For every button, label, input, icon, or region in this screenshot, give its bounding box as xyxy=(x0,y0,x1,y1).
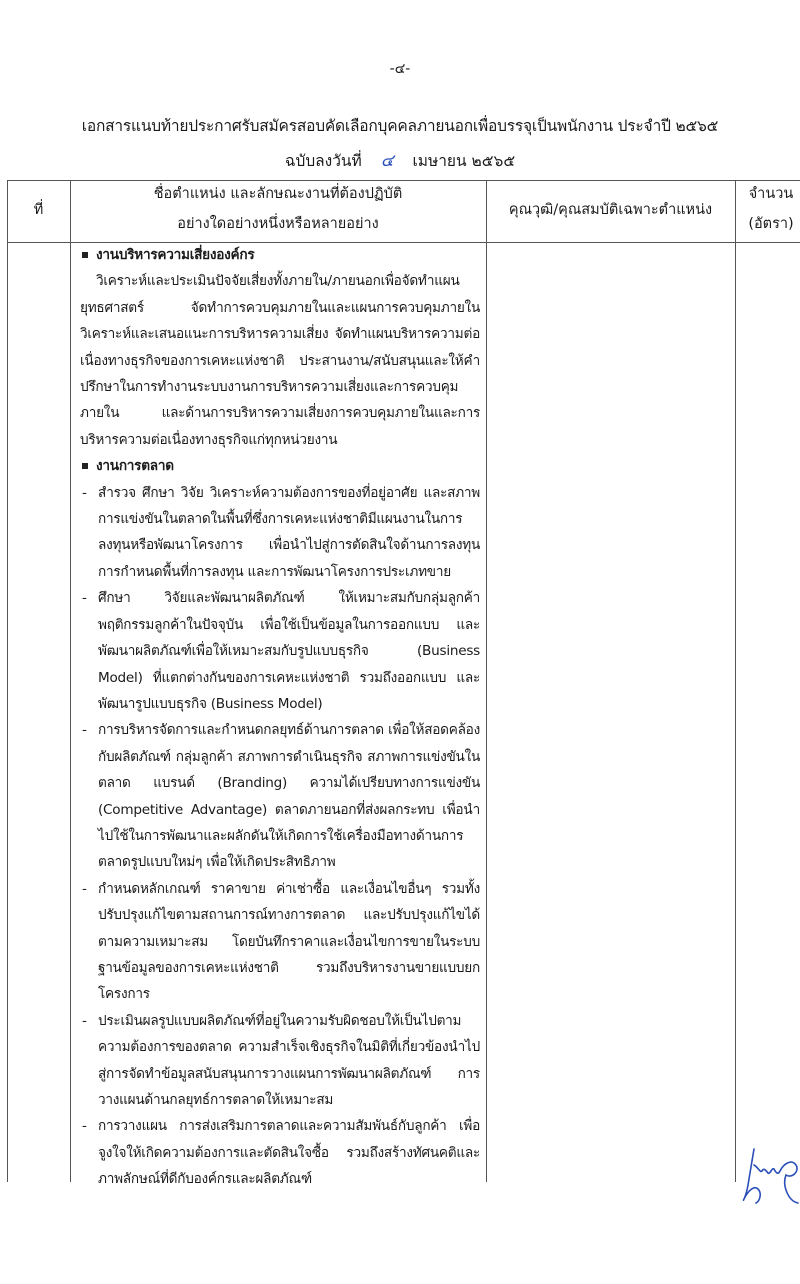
dash-icon: - xyxy=(82,484,87,501)
section-risk-management xyxy=(80,242,480,453)
list-item xyxy=(80,1113,480,1192)
document-subtitle xyxy=(0,147,800,174)
header-position-line2: อย่างใดอย่างหนึ่งหรือหลายอย่าง xyxy=(177,216,379,232)
dash-icon: - xyxy=(82,1012,87,1029)
square-bullet-icon xyxy=(82,463,88,469)
subtitle-prefix: ฉบับลงวันที่ xyxy=(284,152,362,170)
section-marketing xyxy=(80,453,480,1192)
column-divider-2 xyxy=(486,180,487,1182)
position-duties xyxy=(80,242,480,1193)
list-item-text: ประเมินผลรูปแบบผลิตภัณฑ์ที่อยู่ในความรับผิดชอบให้เป็นไปตามความต้องการของตลาด ความสำเร็จเชิงธุรกิจในมิติที่เกี่ยวข้องนำไปสู่การจัดทำข้อมูลสนับสนุนการวางแผนการพัฒนาผลิตภัณฑ์ การวางแผนด้านกลยุทธ์การตลาดให้เหมาะสม xyxy=(98,1012,480,1108)
list-item xyxy=(80,717,480,875)
subtitle-month-year: เมษายน ๒๕๖๕ xyxy=(412,152,516,170)
section-heading xyxy=(80,242,480,268)
list-item-text: ศึกษา วิจัยและพัฒนาผลิตภัณฑ์ ให้เหมาะสมกับกลุ่มลูกค้า พฤติกรรมลูกค้าในปัจจุบัน เพื่อใช้เป็นข้อมูลในการออกแบบ และพัฒนาผลิตภัณฑ์เพื่อให้เหมาะสมกับรูปแบบธุรกิจ (Business Model) ที่แตกต่างกันของการเคหะแห่งชาติ รวมถึงออกแบบ และพัฒนารูปแบบธุรกิจ (Business Model) xyxy=(98,590,480,712)
dash-icon: - xyxy=(82,1118,87,1135)
list-item-text: การวางแผน การส่งเสริมการตลาดและความสัมพันธ์กับลูกค้า เพื่อจูงใจให้เกิดความต้องการและตัดสินใจซื้อ รวมถึงสร้างทัศนคติและภาพลักษณ์ที่ดีกับองค์กรและผลิตภัณฑ์ xyxy=(98,1118,480,1188)
header-count-line2: (อัตรา) xyxy=(748,216,794,232)
header-qualification: คุณวุฒิ/คุณสมบัติเฉพาะตำแหน่ง xyxy=(508,202,713,218)
list-item xyxy=(80,876,480,1008)
list-item xyxy=(80,585,480,717)
square-bullet-icon xyxy=(82,252,88,258)
header-position-line1: ชื่อตำแหน่ง และลักษณะงานที่ต้องปฏิบัติ xyxy=(153,186,403,202)
header-no: ที่ xyxy=(33,202,44,218)
list-item xyxy=(80,480,480,586)
section-paragraph: วิเคราะห์และประเมินปัจจัยเสี่ยงทั้งภายใน/ภายนอกเพื่อจัดทำแผนยุทธศาสตร์ จัดทำการควบคุมภายในและแผนการควบคุมภายใน วิเคราะห์และเสนอแนะการบริหารความเสี่ยง จัดทำแผนบริหารความต่อเนื่องทางธุรกิจของการเคหะแห่งชาติ ประสานงาน/สนับสนุนและให้คำปรึกษาในการทำงานระบบงานการบริหารความเสี่ยงและการควบคุมภายใน และด้านการบริหารความเสี่ยงการควบคุมภายในและการบริหารความต่อเนื่องทางธุรกิจแก่ทุกหน่วยงาน xyxy=(80,273,480,448)
section-heading-text: งานบริหารความเสี่ยงองค์กร xyxy=(96,247,255,263)
dash-icon: - xyxy=(82,722,87,739)
column-divider-3 xyxy=(735,180,736,1182)
column-divider-1 xyxy=(70,180,71,1182)
header-position xyxy=(70,177,486,241)
page-number: -๔- xyxy=(389,61,411,77)
list-item-text: สำรวจ ศึกษา วิจัย วิเคราะห์ความต้องการของที่อยู่อาศัย และสภาพการแข่งขันในตลาดในพื้นที่ซึ่งการเคหะแห่งชาติมีแผนงานในการลงทุนหรือพัฒนาโครงการ เพื่อนำไปสู่การตัดสินใจด้านการลงทุน การกำหนดพื้นที่การลงทุน และการพัฒนาโครงการประเภทขาย xyxy=(98,484,480,580)
document-title: เอกสารแนบท้ายประกาศรับสมัครสอบคัดเลือกบุคคลภายนอกเพื่อบรรจุเป็นพนักงาน ประจำปี ๒๕๖๕ xyxy=(81,117,719,135)
header-count xyxy=(735,177,800,241)
list-item-text: การบริหารจัดการและกำหนดกลยุทธ์ด้านการตลาด เพื่อให้สอดคล้องกับผลิตภัณฑ์ กลุ่มลูกค้า สภาพการดำเนินธุรกิจ สภาพการแข่งขันในตลาด แบรนด์ (Branding) ความได้เปรียบทางการแข่งขัน (Competitive Advantage) ตลาดภายนอกที่ส่งผลกระทบ เพื่อนำไปใช้ในการพัฒนาและผลักดันให้เกิดการใช้เครื่องมือทางด้านการตลาดรูปแบบใหม่ๆ เพื่อให้เกิดประสิทธิภาพ xyxy=(98,722,480,871)
handwritten-day: ๔ xyxy=(380,151,394,171)
list-item xyxy=(80,1008,480,1114)
section-heading-text: งานการตลาด xyxy=(96,458,174,475)
list-item-text: กำหนดหลักเกณฑ์ ราคาขาย ค่าเช่าซื้อ และเงื่อนไขอื่นๆ รวมทั้งปรับปรุงแก้ไขตามสถานการณ์ทางการตลาด และปรับปรุงแก้ไขได้ตามความเหมาะสม โดยบันทึกราคาและเงื่อนไขการขายในระบบฐานข้อมูลของการเคหะแห่งชาติ รวมถึงบริหารงานขายแบบยกโครงการ xyxy=(98,880,480,1003)
table-left-border xyxy=(7,180,8,1182)
dash-icon: - xyxy=(82,880,87,897)
header-count-line1: จำนวน xyxy=(748,186,794,202)
dash-icon: - xyxy=(82,590,87,607)
signature-icon xyxy=(740,1145,800,1205)
section-heading xyxy=(80,453,480,479)
